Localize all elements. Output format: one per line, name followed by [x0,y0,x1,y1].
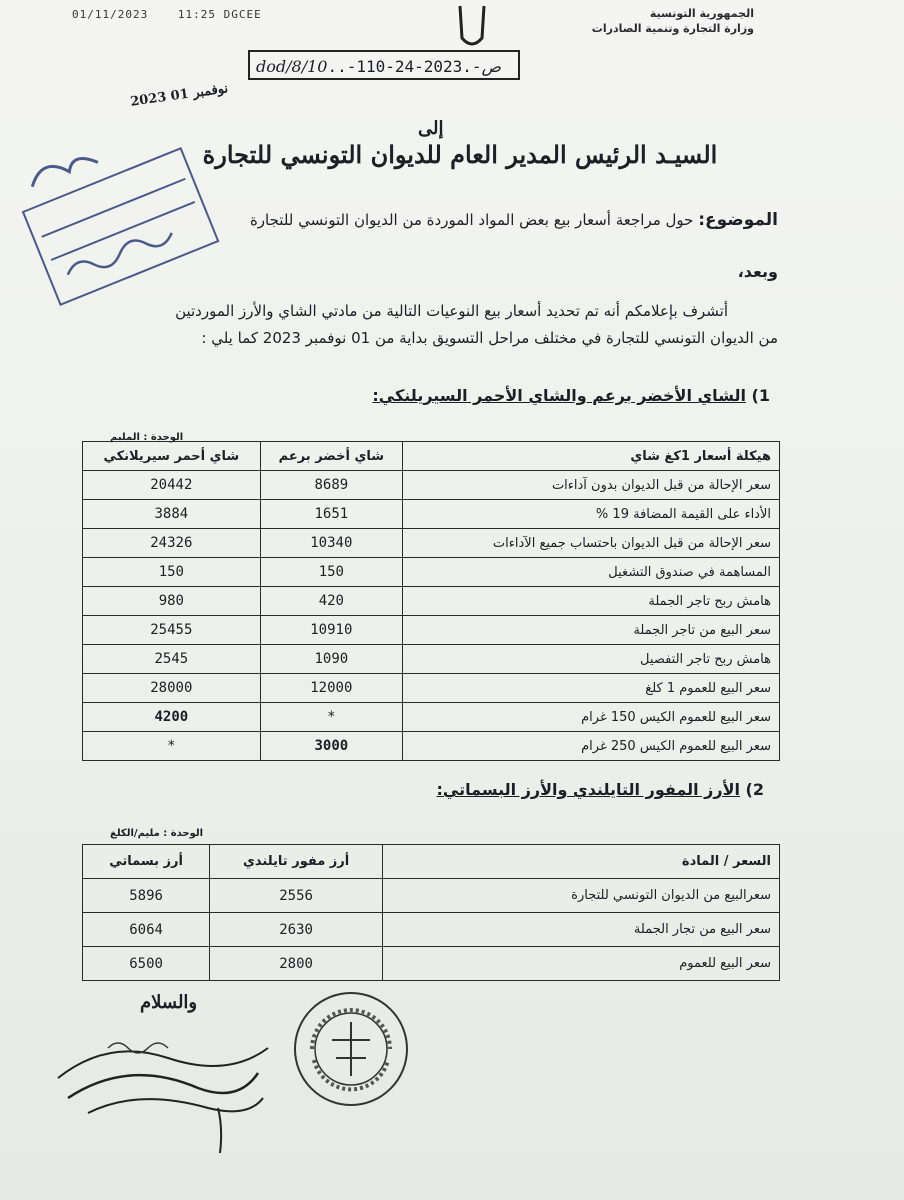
basmati-rice-value: 6064 [83,913,210,947]
red-tea-value: * [83,732,261,761]
table-row [83,645,780,674]
fax-date: 01/11/2023 [72,8,149,21]
thai-rice-value: 2630 [210,913,383,947]
table-header-cell: شاي أحمر سيريلانكي [83,442,261,471]
recipient-prefix: إلى [418,118,444,139]
ministry-header [592,6,754,36]
thai-rice-value: 2556 [210,879,383,913]
thai-rice-value: 2800 [210,947,383,981]
row-label: سعر الإحالة من قبل الديوان بدون آداءات [403,471,780,500]
official-seal-icon [292,990,410,1108]
row-label: الأداء على القيمة المضافة 19 % [403,500,780,529]
subject-label: الموضوع: [698,210,778,230]
basmati-rice-value: 6500 [83,947,210,981]
row-label: سعرالبيع من الديوان التونسي للتجارة [383,879,780,913]
row-label: هامش ربح تاجر الجملة [403,587,780,616]
reference-box [248,50,520,80]
red-tea-value: 24326 [83,529,261,558]
row-label: سعر البيع من تجار الجملة [383,913,780,947]
green-tea-value: 10340 [260,529,402,558]
section-2-number: 2) [745,780,764,799]
row-label: سعر البيع للعموم [383,947,780,981]
table-row [83,471,780,500]
green-tea-value: * [260,703,402,732]
body-paragraph [118,298,778,352]
row-label: سعر الإحالة من قبل الديوان باحتساب جميع الآداءات [403,529,780,558]
row-label: المساهمة في صندوق التشغيل [403,558,780,587]
fax-time: 11:25 DGCEE [177,8,262,21]
green-tea-value: 3000 [260,732,402,761]
table-header-cell: أرز بسماتي [83,845,210,879]
table-row [83,913,780,947]
red-tea-value: 28000 [83,674,261,703]
row-label: هامش ربح تاجر التفصيل [403,645,780,674]
red-tea-value: 2545 [83,645,261,674]
body-line-1: أتشرف بإعلامكم أنه تم تحديد أسعار بيع النوعيات التالية من مادتي الشاي والأرز الموردتين [175,302,728,320]
body-line-2: من الديوان التونسي للتجارة في مختلف مراحل التسويق بداية من 01 نوفمبر 2023 كما يلي : [201,329,778,347]
addressee: السيـد الرئيس المدير العام للديوان التونسي للتجارة [202,140,718,169]
signature-icon [48,1018,278,1158]
reference-hand-right: ص [481,57,501,76]
subject-line [218,210,778,230]
row-label: سعر البيع للعموم الكيس 150 غرام [403,703,780,732]
green-tea-value: 1651 [260,500,402,529]
red-tea-value: 3884 [83,500,261,529]
table-row [83,500,780,529]
red-tea-value: 150 [83,558,261,587]
green-tea-value: 12000 [260,674,402,703]
green-tea-value: 10910 [260,616,402,645]
green-tea-value: 1090 [260,645,402,674]
reference-hand-left: dod/8/10 [256,57,328,76]
pen-mark-icon [452,2,492,52]
row-label: سعر البيع من تاجر الجملة [403,616,780,645]
received-date: 2023 نوفمبر 01 [129,81,230,110]
table-header-row [83,442,780,471]
tea-price-table [82,441,780,761]
subject-text: حول مراجعة أسعار بيع بعض المواد الموردة من الديوان التونسي للتجارة [249,211,694,229]
section-2-unit: الوحدة : مليم/الكلغ [110,828,204,839]
section-2-title: الأرز المفور التايلندي والأرز البسماتي: [436,780,740,799]
table-row [83,703,780,732]
table-row [83,616,780,645]
table-row [83,558,780,587]
row-label: سعر البيع للعموم الكيس 250 غرام [403,732,780,761]
section-1-unit: الوحدة : المليم [110,432,184,443]
table-header-cell: السعر / المادة [383,845,780,879]
green-tea-value: 150 [260,558,402,587]
red-tea-value: 4200 [83,703,261,732]
table-header-cell: هيكلة أسعار 1كغ شاي [403,442,780,471]
red-tea-value: 20442 [83,471,261,500]
table-row [83,587,780,616]
section-1-heading [372,386,770,405]
ministry-name: وزارة التجارة وتنمية الصادرات [591,22,754,35]
section-1-number: 1) [751,386,770,405]
table-header-cell: شاي أخضر برعم [260,442,402,471]
table-row [83,879,780,913]
table-row [83,674,780,703]
reference-number: ..-110-24-2023.- [327,57,482,76]
table-header-cell: أرز مفور تايلندي [210,845,383,879]
closing-salutation: والسلام [140,992,198,1013]
basmati-rice-value: 5896 [83,879,210,913]
greeting: وبعد، [737,262,778,281]
red-tea-value: 980 [83,587,261,616]
rice-price-table [82,844,780,981]
table-header-row [83,845,780,879]
section-2-heading [436,780,764,799]
fax-header [72,8,284,21]
table-row [83,947,780,981]
green-tea-value: 420 [260,587,402,616]
table-row [83,732,780,761]
table-row [83,529,780,558]
red-tea-value: 25455 [83,616,261,645]
row-label: سعر البيع للعموم 1 كلغ [403,674,780,703]
section-1-title: الشاي الأخضر برعم والشاي الأحمر السيريلنكي: [372,386,746,405]
republic-name: الجمهورية التونسية [649,7,754,20]
green-tea-value: 8689 [260,471,402,500]
